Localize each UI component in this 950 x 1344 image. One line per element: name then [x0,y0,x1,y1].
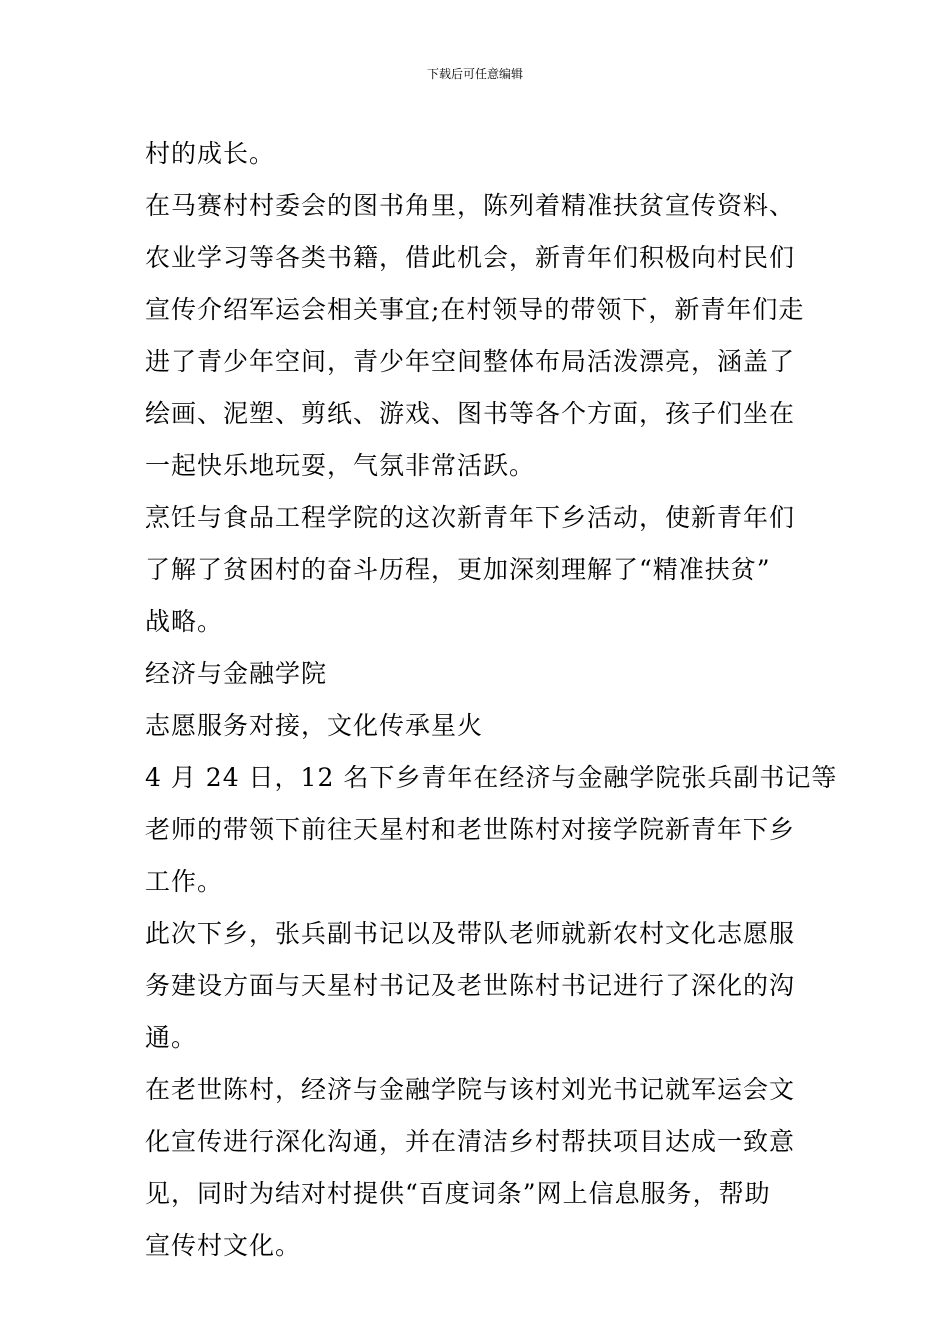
text-line: 工作。 [145,867,224,896]
text-line: 农业学习等各类书籍，借此机会，新青年们积极向村民们 [145,243,796,272]
body-text [145,128,838,1272]
text-line: 宣传介绍军运会相关事宜;在村领导的带领下，新青年们走 [145,295,805,324]
text-line: 进了青少年空间，青少年空间整体布局活泼漂亮，涵盖了 [145,347,796,376]
text-line: 在老世陈村，经济与金融学院与该村刘光书记就军运会文 [145,1075,796,1104]
section-subheading: 志愿服务对接，文化传承星火 [145,711,484,740]
page-header: 下载后可任意编辑 [426,67,523,81]
text-line: 了解了贫困村的奋斗历程，更加深刻理解了“精准扶贫” [145,555,771,584]
text-line: 战略。 [145,607,224,636]
text-line: 烹饪与食品工程学院的这次新青年下乡活动，使新青年们 [145,503,796,532]
text-line: 4 月 24 日，12 名下乡青年在经济与金融学院张兵副书记等 [145,763,838,792]
text-line: 一起快乐地玩耍，气氛非常活跃。 [145,451,536,480]
text-line: 此次下乡，张兵副书记以及带队老师就新农村文化志愿服 [145,919,796,948]
text-line: 化宣传进行深化沟通，并在清洁乡村帮扶项目达成一致意 [145,1127,796,1156]
text-line: 在马赛村村委会的图书角里，陈列着精准扶贫宣传资料、 [145,191,796,220]
text-line: 务建设方面与天星村书记及老世陈村书记进行了深化的沟 [145,971,796,1000]
section-heading: 经济与金融学院 [145,659,328,688]
text-line: 村的成长。 [145,139,276,168]
text-line: 宣传村文化。 [145,1231,302,1260]
text-line: 见，同时为结对村提供“百度词条”网上信息服务，帮助 [145,1179,771,1208]
text-line: 通。 [145,1023,198,1052]
text-line: 老师的带领下前往天星村和老世陈村对接学院新青年下乡 [145,815,796,844]
text-line: 绘画、泥塑、剪纸、游戏、图书等各个方面，孩子们坐在 [145,399,796,428]
